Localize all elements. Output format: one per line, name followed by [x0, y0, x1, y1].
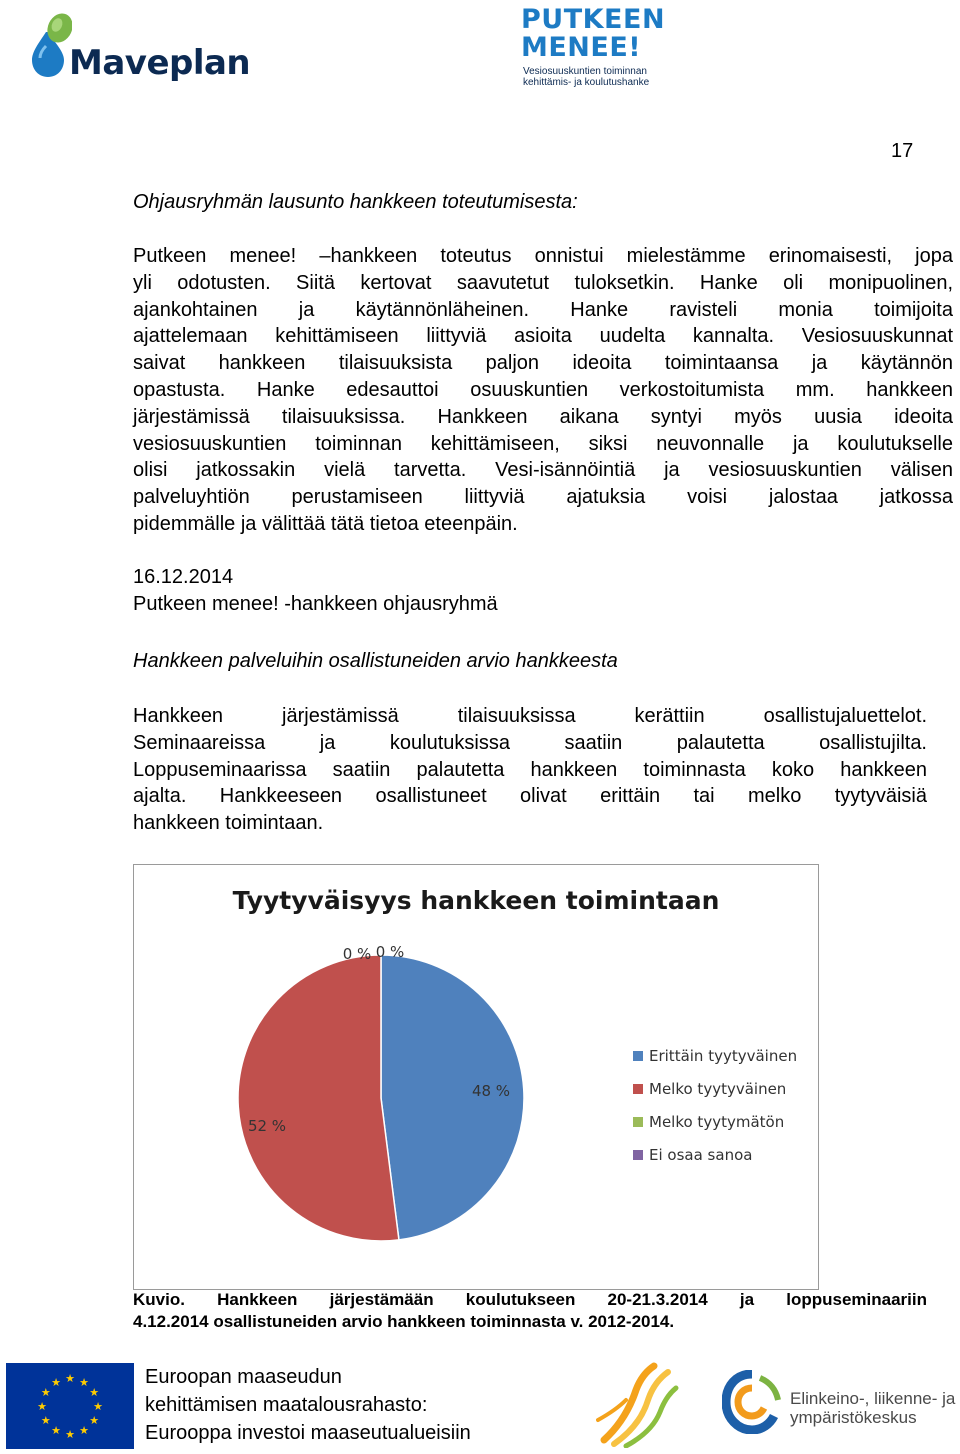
eu-fund-line3: Eurooppa investoi maaseutualueisiin	[145, 1422, 471, 1444]
paragraph-line: vesiosuuskuntien toiminnan kehittämiseen, siksi neuvonnalle ja koulutukselle	[133, 432, 953, 455]
paragraph-line: saivat hankkeen tilaisuuksista paljon ideoita toimintaansa ja käytännön	[133, 352, 953, 375]
section1-paragraph	[133, 243, 953, 538]
legend-swatch	[633, 1150, 643, 1160]
water-drop-icon	[28, 10, 72, 80]
paragraph-line: opastusta. Hanke edesauttoi osuuskuntien verkostoitumista mm. hankkeen	[133, 378, 953, 401]
pie-slice-label: 52 %	[247, 1117, 287, 1135]
eu-fund-text	[145, 1363, 471, 1447]
eu-star-icon: ★	[79, 1424, 89, 1438]
ely-emblem-icon	[722, 1370, 782, 1434]
eu-star-icon: ★	[89, 1386, 100, 1399]
legend-swatch	[633, 1051, 643, 1061]
eu-fund-line2: kehittämisen maatalousrahasto:	[145, 1394, 428, 1416]
paragraph-line: ajattelemaan kehittämiseen liittyviä asioita uudelta kannalta. Vesiosuuskunnat	[133, 325, 953, 348]
statement-date: 16.12.2014	[133, 566, 234, 588]
leader-swirl-icon	[596, 1360, 680, 1448]
legend-swatch	[633, 1117, 643, 1127]
figure-caption	[133, 1289, 927, 1333]
pie-slice-label: 0 %	[342, 945, 372, 963]
paragraph-line: ajankohtainen ja käytännönläheinen. Hanke ravisteli monia toimijoita	[133, 298, 953, 321]
eu-stars-icon	[6, 1363, 134, 1449]
eu-star-icon: ★	[51, 1424, 61, 1438]
eu-star-icon: ★	[93, 1400, 103, 1413]
pie-slice	[238, 955, 399, 1241]
eu-star-icon: ★	[65, 1428, 75, 1441]
putkeen-logo-sub1: Vesiosuuskuntien toiminnan	[523, 66, 647, 77]
maveplan-logo-text: Maveplan	[69, 43, 251, 83]
satisfaction-chart	[133, 864, 819, 1290]
eu-fund-line1: Euroopan maaseudun	[145, 1366, 342, 1388]
statement-signature: Putkeen menee! -hankkeen ohjausryhmä	[133, 593, 498, 615]
legend-label: Ei osaa sanoa	[649, 1146, 753, 1164]
paragraph-line: Seminaareissa ja koulutuksissa saatiin palautetta osallistujilta.	[133, 731, 927, 754]
ely-line1: Elinkeino-, liikenne- ja	[790, 1389, 956, 1408]
legend-label: Erittäin tyytyväinen	[649, 1047, 798, 1065]
eu-flag	[6, 1363, 134, 1449]
maveplan-logo	[28, 10, 251, 90]
paragraph-line: järjestämissä tilaisuuksissa. Hankkeen aikana syntyi myös uusia ideoita	[133, 405, 953, 428]
eu-star-icon: ★	[65, 1372, 75, 1385]
pie-chart-svg	[134, 865, 818, 1289]
putkeen-logo-line1: PUTKEEN	[521, 4, 666, 35]
putkeen-logo-line2: MENEE!	[521, 32, 642, 63]
putkeen-menee-logo	[521, 4, 666, 90]
paragraph-line: hankkeen toimintaan.	[133, 812, 324, 835]
legend-label: Melko tyytyväinen	[649, 1080, 787, 1098]
pie-slice-label: 0 %	[375, 943, 405, 961]
page-number: 17	[891, 140, 914, 162]
section2-paragraph	[133, 703, 927, 837]
legend-swatch	[633, 1084, 643, 1094]
paragraph-line: palveluyhtiön perustamiseen liittyviä ajatuksia voisi jalostaa jatkossa	[133, 486, 953, 509]
section1-heading: Ohjausryhmän lausunto hankkeen toteutumisesta:	[133, 191, 578, 213]
eu-star-icon: ★	[79, 1375, 89, 1389]
eu-star-icon: ★	[37, 1400, 47, 1413]
paragraph-line: Hankkeen järjestämissä tilaisuuksissa kerättiin osallistujaluettelot.	[133, 705, 927, 727]
leader-logo	[596, 1360, 680, 1448]
paragraph-line: Putkeen menee! –hankkeen toteutus onnistui mielestämme erinomaisesti, jopa	[133, 245, 953, 267]
paragraph-line: olisi jatkossakin vielä tarvetta. Vesi-isännöintiä ja vesiosuuskuntien välisen	[133, 459, 953, 482]
legend-label: Melko tyytymätön	[649, 1113, 785, 1131]
eu-star-icon: ★	[40, 1386, 51, 1399]
chart-title: Tyytyväisyys hankkeen toimintaan	[232, 886, 720, 915]
eu-star-icon: ★	[51, 1375, 61, 1389]
paragraph-line: pidemmälle ja välittää tätä tietoa eteenpäin.	[133, 512, 518, 535]
caption-line1: Kuvio. Hankkeen järjestämään koulutukseen 20-21.3.2014 ja loppuseminaariin	[133, 1290, 927, 1309]
putkeen-logo-sub2: kehittämis- ja koulutushanke	[523, 77, 650, 88]
pie-slice-label: 48 %	[471, 1082, 511, 1100]
paragraph-line: Loppuseminaarissa saatiin palautetta hankkeen toiminnasta koko hankkeen	[133, 758, 927, 781]
caption-line2: 4.12.2014 osallistuneiden arvio hankkeen toiminnasta v. 2012-2014.	[133, 1312, 675, 1331]
paragraph-line: yli odotusten. Siitä kertovat saavutetut tuloksetkin. Hanke oli monipuolinen,	[133, 271, 953, 294]
eu-star-icon: ★	[89, 1414, 100, 1427]
ely-logo	[722, 1368, 958, 1440]
eu-star-icon: ★	[40, 1414, 51, 1427]
section2-heading: Hankkeen palveluihin osallistuneiden arvio hankkeesta	[133, 650, 618, 672]
paragraph-line: ajalta. Hankkeeseen osallistuneet olivat erittäin tai melko tyytyväisiä	[133, 785, 927, 808]
ely-line2: ympäristökeskus	[790, 1408, 917, 1427]
